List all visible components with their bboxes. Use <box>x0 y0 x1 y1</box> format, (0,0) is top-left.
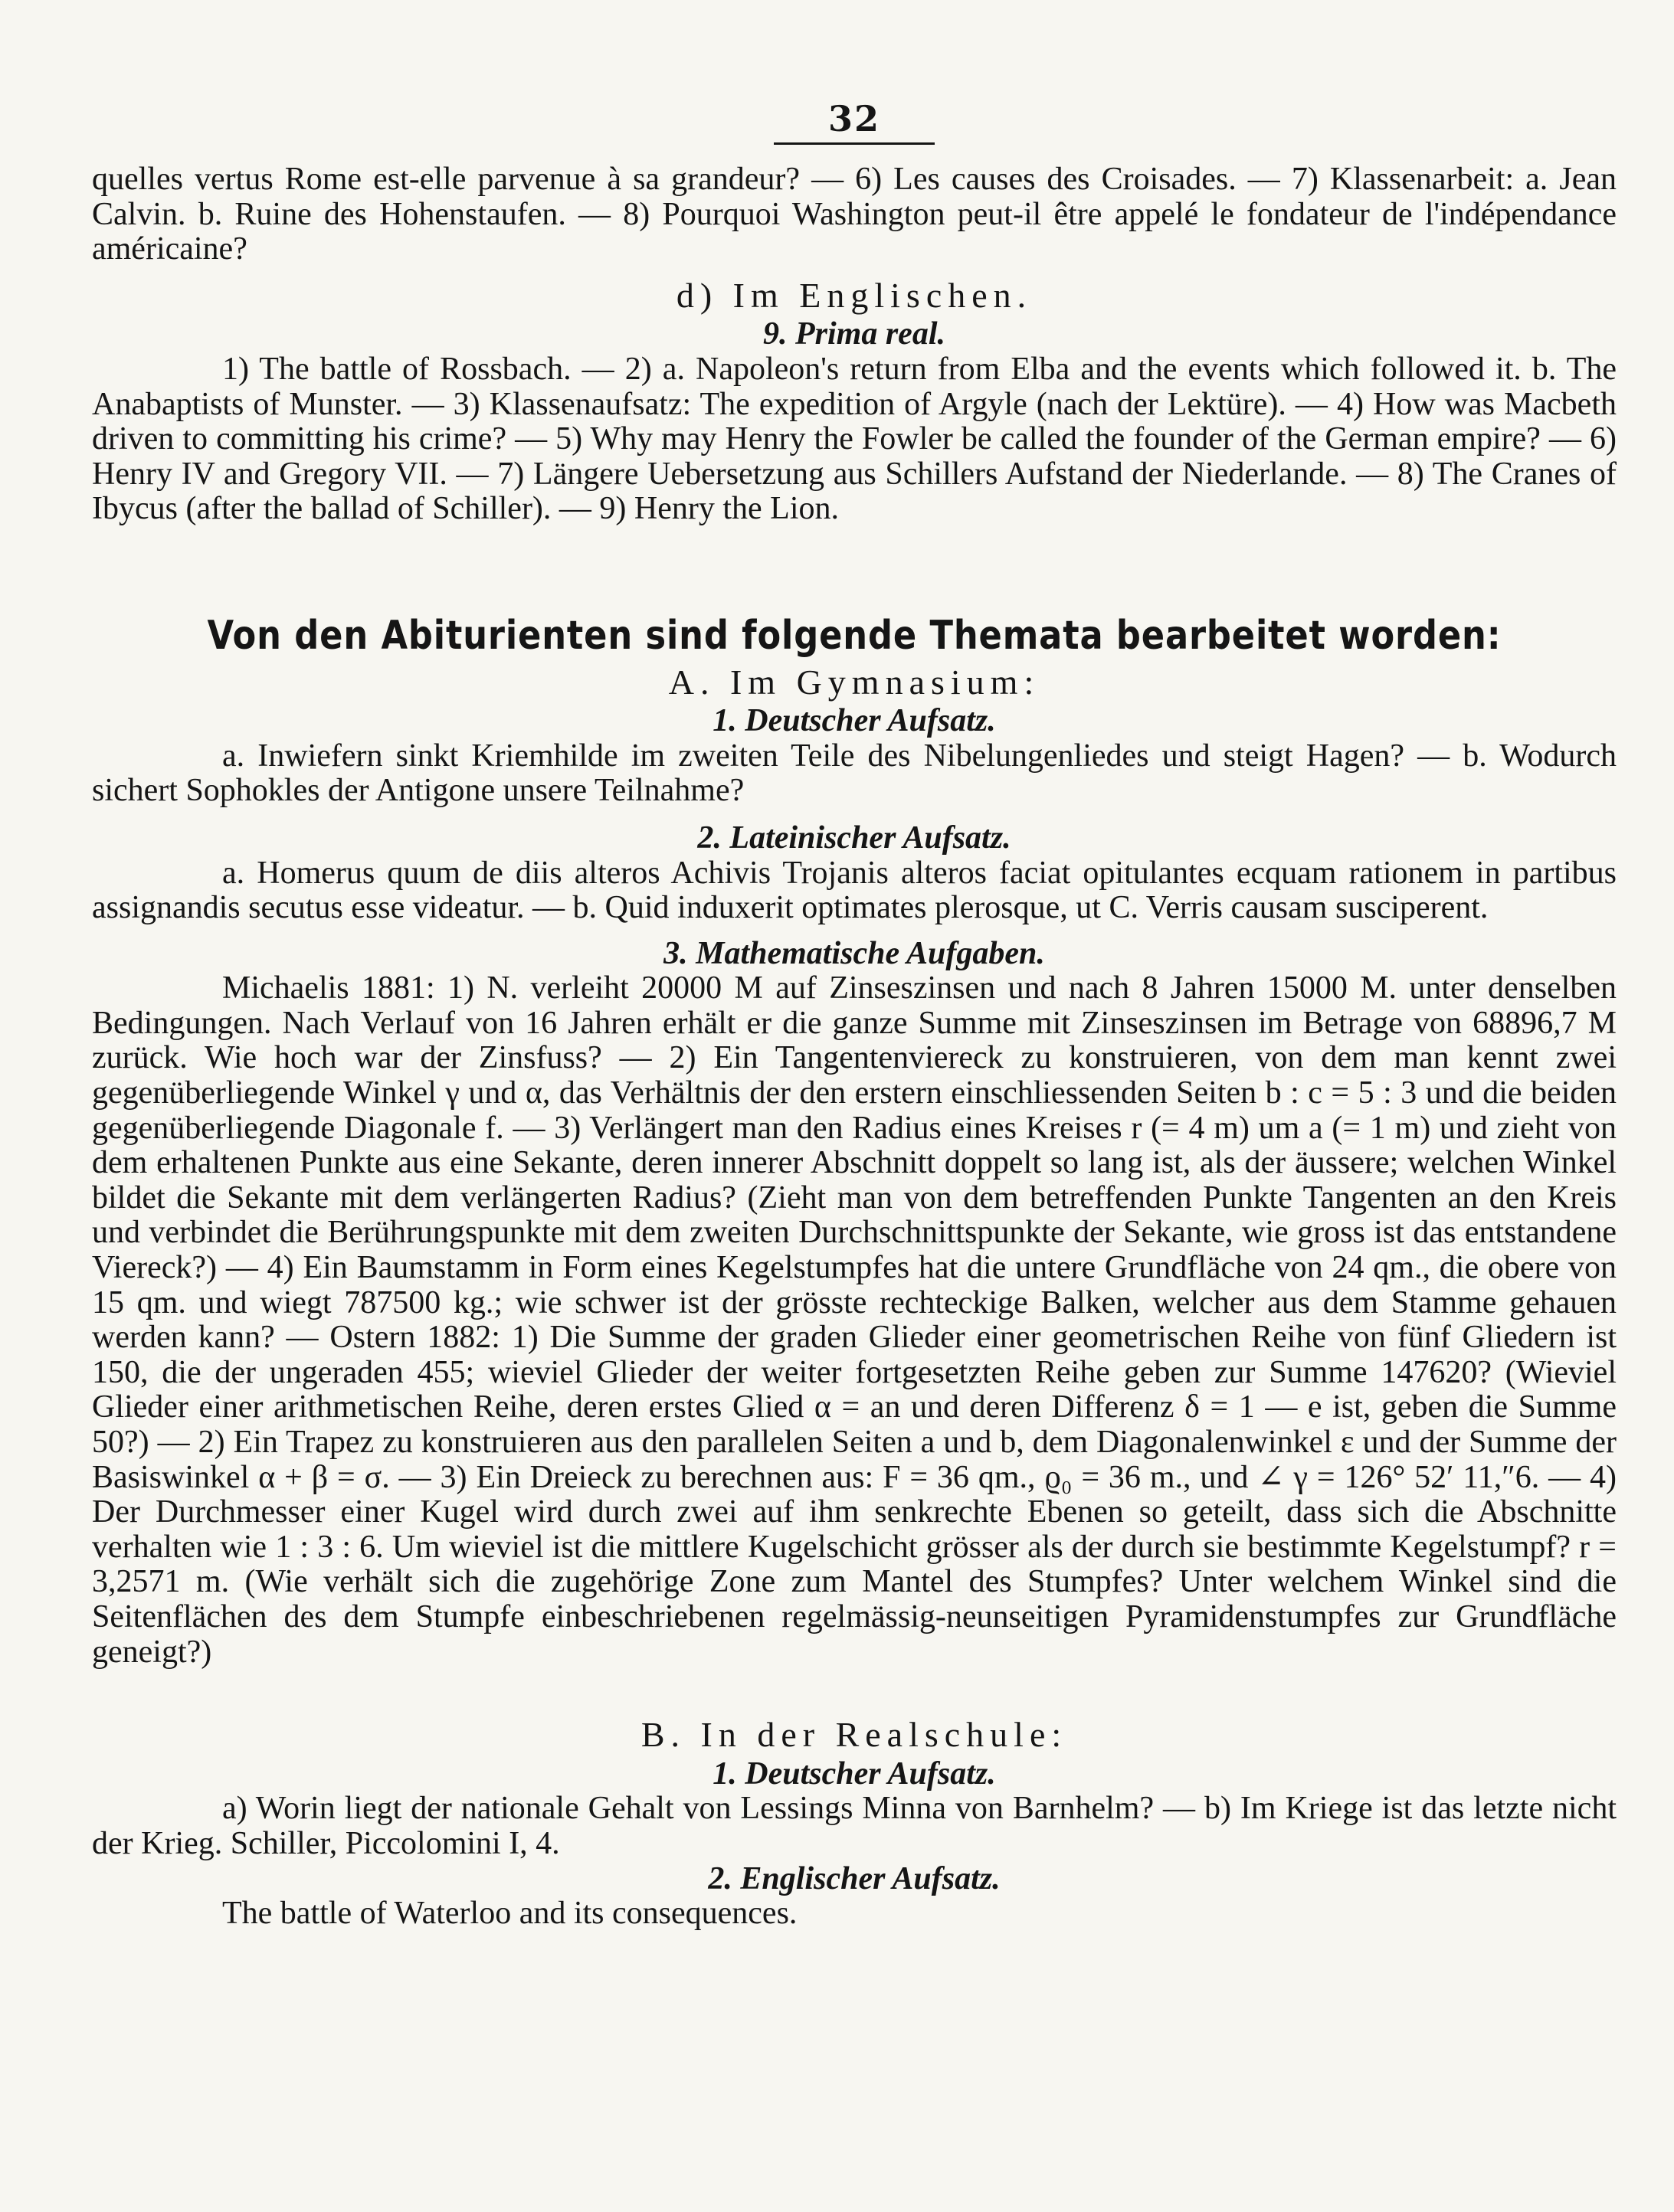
section-a-item-3-text: Michaelis 1881: 1) N. verleiht 20000 M auf Zinseszinsen und nach 8 Jahren 15000 M. unter denselben Bedingungen. Nach Verlauf von 16 Jahren erhält er die ganze Summe mit Zinseszinsen im Betrage von 68896,7 M zurück. Wie hoch war der Zinsfuss? — 2) Ein Tangentenviereck zu konstruieren, von dem man kennt zwei gegenüberliegende Winkel γ und α, das Verhältnis der den erstern einschliessenden Seiten b : c = 5 : 3 und die beiden gegenüberliegende Diagonale f. — 3) Verlängert man den Radius eines Kreises r (= 4 m) um a (= 1 m) und zieht von dem erhaltenen Punkte aus eine Sekante, deren innerer Abschnitt doppelt so lang ist, als der äussere; welchen Winkel bildet die Sekante mit dem verlängerten Radius? (Zieht man von dem betreffenden Punkte Tangenten an den Kreis und verbindet die Berührungspunkte mit dem zweiten Durchschnittspunkte der Sekante, wie gross ist das entstandene Viereck?) — 4) Ein Baumstamm in Form eines Kegelstumpfes hat die untere Grundfläche von 24 qm., die obere von 15 qm. und wiegt 787500 kg.; wie schwer ist der grösste rechteckige Balken, welcher aus dem Stamme gehauen werden kann? — Ostern 1882: 1) Die Summe der graden Glieder einer geometrischen Reihe von fünf Gliedern ist 150, die der ungeraden 455; wieviel Glieder der weiter fortgesetzten Reihe geben zur Summe 147620? (Wieviel Glieder einer arithmetischen Reihe, deren erstes Glied α = an und deren Differenz δ = 1 — e ist, geben die Summe 50?) — 2) Ein Trapez zu konstruieren aus den parallelen Seiten a und b, dem Diagonalenwinkel ε und der Summe der Basiswinkel α + β = σ. — 3) Ein Dreieck zu berechnen aus: F = 36 qm., ϱ₀ = 36 m., und ∠ γ = 126° 52′ 11,″6. — 4) Der Durchmesser einer Kugel wird durch zwei auf ihm senkrechte Ebenen so geteilt, dass sich die Abschnitte verhalten wie 1 : 3 : 6. Um wieviel ist die mittlere Kugelschicht grösser als der durch sie bestimmte Kegelstumpf? r = 3,2571 m. (Wie verhält sich die zugehörige Zone zum Mantel des Stumpfes? Unter welchem Winkel sind die Seitenflächen des dem Stumpfe einbeschriebenen regelmässig-neunseitigen Pyramidenstumpfes zur Grundfläche geneigt?) <box>92 970 1617 1670</box>
section-a-item-1-title: 1. Deutscher Aufsatz. <box>713 703 996 739</box>
section-b-item-2-text: The battle of Waterloo and its consequences. <box>222 1896 798 1932</box>
section-a-item-2-title: 2. Lateinischer Aufsatz. <box>697 820 1011 856</box>
section-b-item-1-text: a) Worin liegt der nationale Gehalt von Lessings Minna von Barnhelm? — b) Im Kriege ist das letzte nicht der Krieg. Schiller, Piccolomini I, 4. <box>92 1791 1617 1861</box>
section-b-item-1-title: 1. Deutscher Aufsatz. <box>713 1756 996 1792</box>
section-english-subheading: 9. Prima real. <box>763 316 945 352</box>
section-english-paragraph: 1) The battle of Rossbach. — 2) a. Napoleon's return from Elba and the events which followed it. b. The Anabaptists of Munster. — 3) Klassenaufsatz: The expedition of Argyle (nach der Lektüre). — 4) How was Macbeth driven to committing his crime? — 5) Why may Henry the Fowler be called the founder of the German empire? — 6) Henry IV and Gregory VII. — 7) Längere Uebersetzung aus Schillers Aufstand der Niederlande. — 8) The Cranes of Ibycus (after the ballad of Schiller). — 9) Henry the Lion. <box>92 351 1617 527</box>
section-a-item-2-text: a. Homerus quum de diis alteros Achivis Trojanis alteros faciat opitulantes ecquam rationem in partibus assignandis secutus esse videatur. — b. Quid induxerit optimates plerosque, ut C. Verris causam susciperent. <box>92 855 1617 926</box>
page-number: 32 <box>774 98 935 145</box>
section-english-heading: d) Im Englischen. <box>676 275 1033 315</box>
page-content <box>92 162 1617 1932</box>
section-b-heading: B. In der Realschule: <box>640 1715 1068 1755</box>
main-heading: Von den Abiturienten sind folgende Themata bearbeitet worden: <box>207 612 1502 659</box>
section-a-item-1-text: a. Inwiefern sinkt Kriemhilde im zweiten Teile des Nibelungenliedes und steigt Hagen? — b. Wodurch sichert Sophokles der Antigone unsere Teilnahme? <box>92 738 1617 809</box>
section-a-item-3-title: 3. Mathematische Aufgaben. <box>663 935 1045 971</box>
intro-paragraph: quelles vertus Rome est-elle parvenue à sa grandeur? — 6) Les causes des Croisades. — 7) Klassenarbeit: a. Jean Calvin. b. Ruine des Hohenstaufen. — 8) Pourquoi Washington peut-il être appelé le fondateur de l'indépendance américaine? <box>92 162 1617 267</box>
section-a-heading: A. Im Gymnasium: <box>668 662 1040 702</box>
section-b-item-2-title: 2. Englischer Aufsatz. <box>708 1860 1001 1896</box>
